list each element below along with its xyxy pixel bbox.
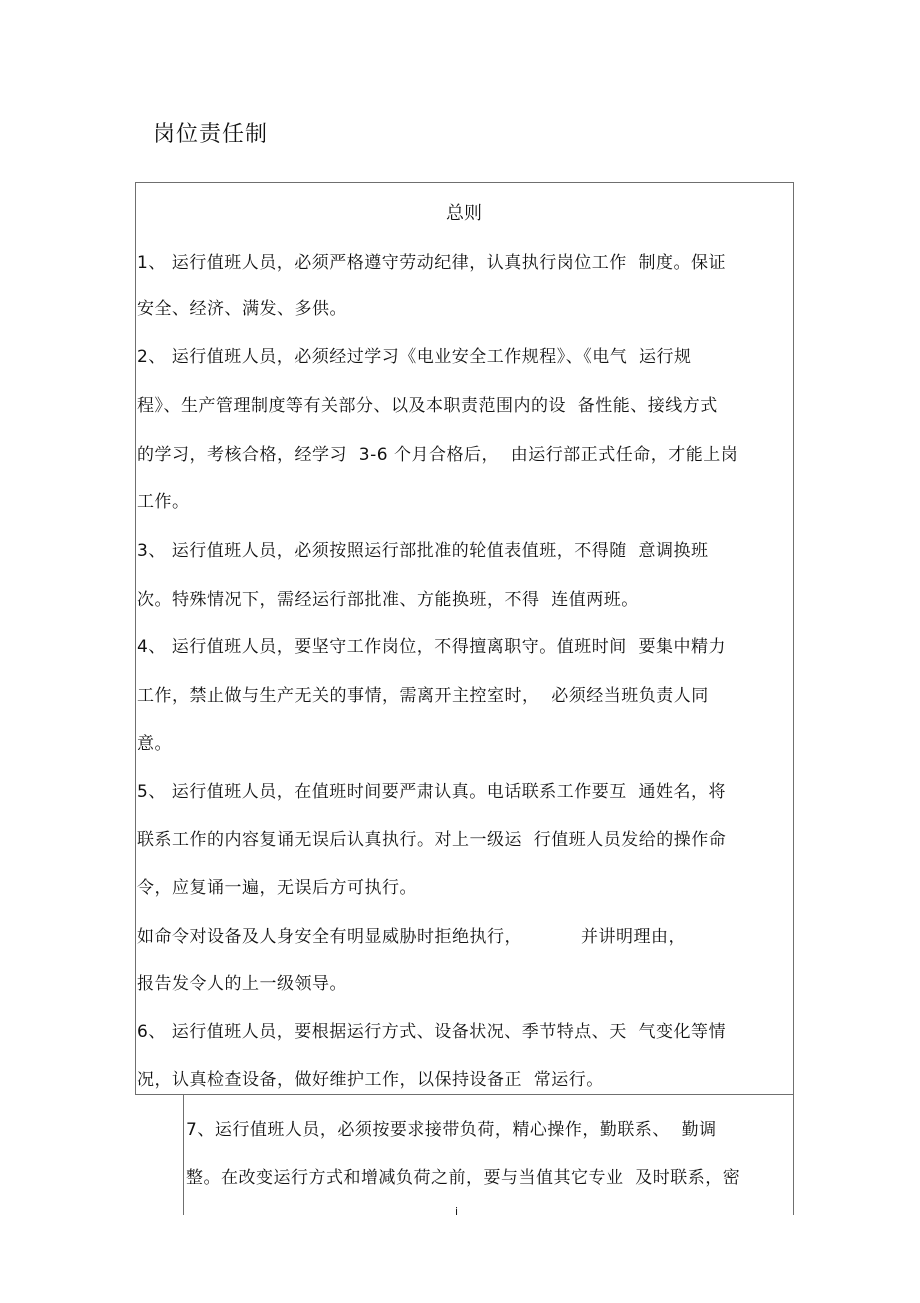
- text-line: 次。特殊情况下，需经运行部批准、方能换班，不得 连值两班。: [137, 590, 639, 610]
- text-line: 令，应复诵一遍，无误后方可执行。: [137, 878, 417, 898]
- text-line: 联系工作的内容复诵无误后认真执行。对上一级运 行值班人员发给的操作命: [137, 830, 727, 850]
- text-line: 况，认真检查设备，做好维护工作，以保持设备正 常运行。: [137, 1070, 604, 1090]
- text-line: 工作。: [137, 492, 190, 512]
- text-line: 工作，禁止做与生产无关的事情，需离开主控室时， 必须经当班负责人同: [137, 686, 709, 706]
- text-line: 4、 运行值班人员，要坚守工作岗位，不得擅离职守。值班时间 要集中精力: [137, 637, 727, 657]
- text-line: 意。: [137, 734, 172, 754]
- page-number: i: [455, 1205, 459, 1218]
- text-line: 程》、生产管理制度等有关部分、以及本职责范围内的设 备性能、接线方式: [137, 396, 718, 416]
- text-line: 5、 运行值班人员，在值班时间要严肃认真。电话联系工作要互 通姓名，将: [137, 782, 727, 802]
- text-line: 如命令对设备及人身安全有明显威胁时拒绝执行， 并讲明理由，: [137, 927, 687, 947]
- text-line: 安全、经济、满发、多供。: [137, 299, 347, 319]
- text-line: 6、 运行值班人员，要根据运行方式、设备状况、季节特点、天 气变化等情: [137, 1022, 727, 1042]
- section-heading: 总则: [446, 203, 482, 224]
- text-line: 的学习，考核合格，经学习 3-6 个月合格后， 由运行部正式任命，才能上岗: [137, 445, 739, 465]
- text-line: 整。在改变运行方式和增减负荷之前，要与当值其它专业 及时联系，密: [186, 1168, 741, 1188]
- duty-table-continuation: [183, 1095, 794, 1215]
- text-line: 1、 运行值班人员，必须严格遵守劳动纪律，认真执行岗位工作 制度。保证: [137, 253, 727, 273]
- text-line: 7、运行值班人员，必须按要求接带负荷，精心操作，勤联系、 勤调: [186, 1120, 717, 1140]
- text-line: 2、 运行值班人员，必须经过学习《电业安全工作规程》、《电气 运行规: [137, 347, 692, 367]
- document-title: 岗位责任制: [153, 122, 269, 147]
- text-line: 3、 运行值班人员，必须按照运行部批准的轮值表值班，不得随 意调换班: [137, 541, 709, 561]
- text-line: 报告发令人的上一级领导。: [137, 974, 347, 994]
